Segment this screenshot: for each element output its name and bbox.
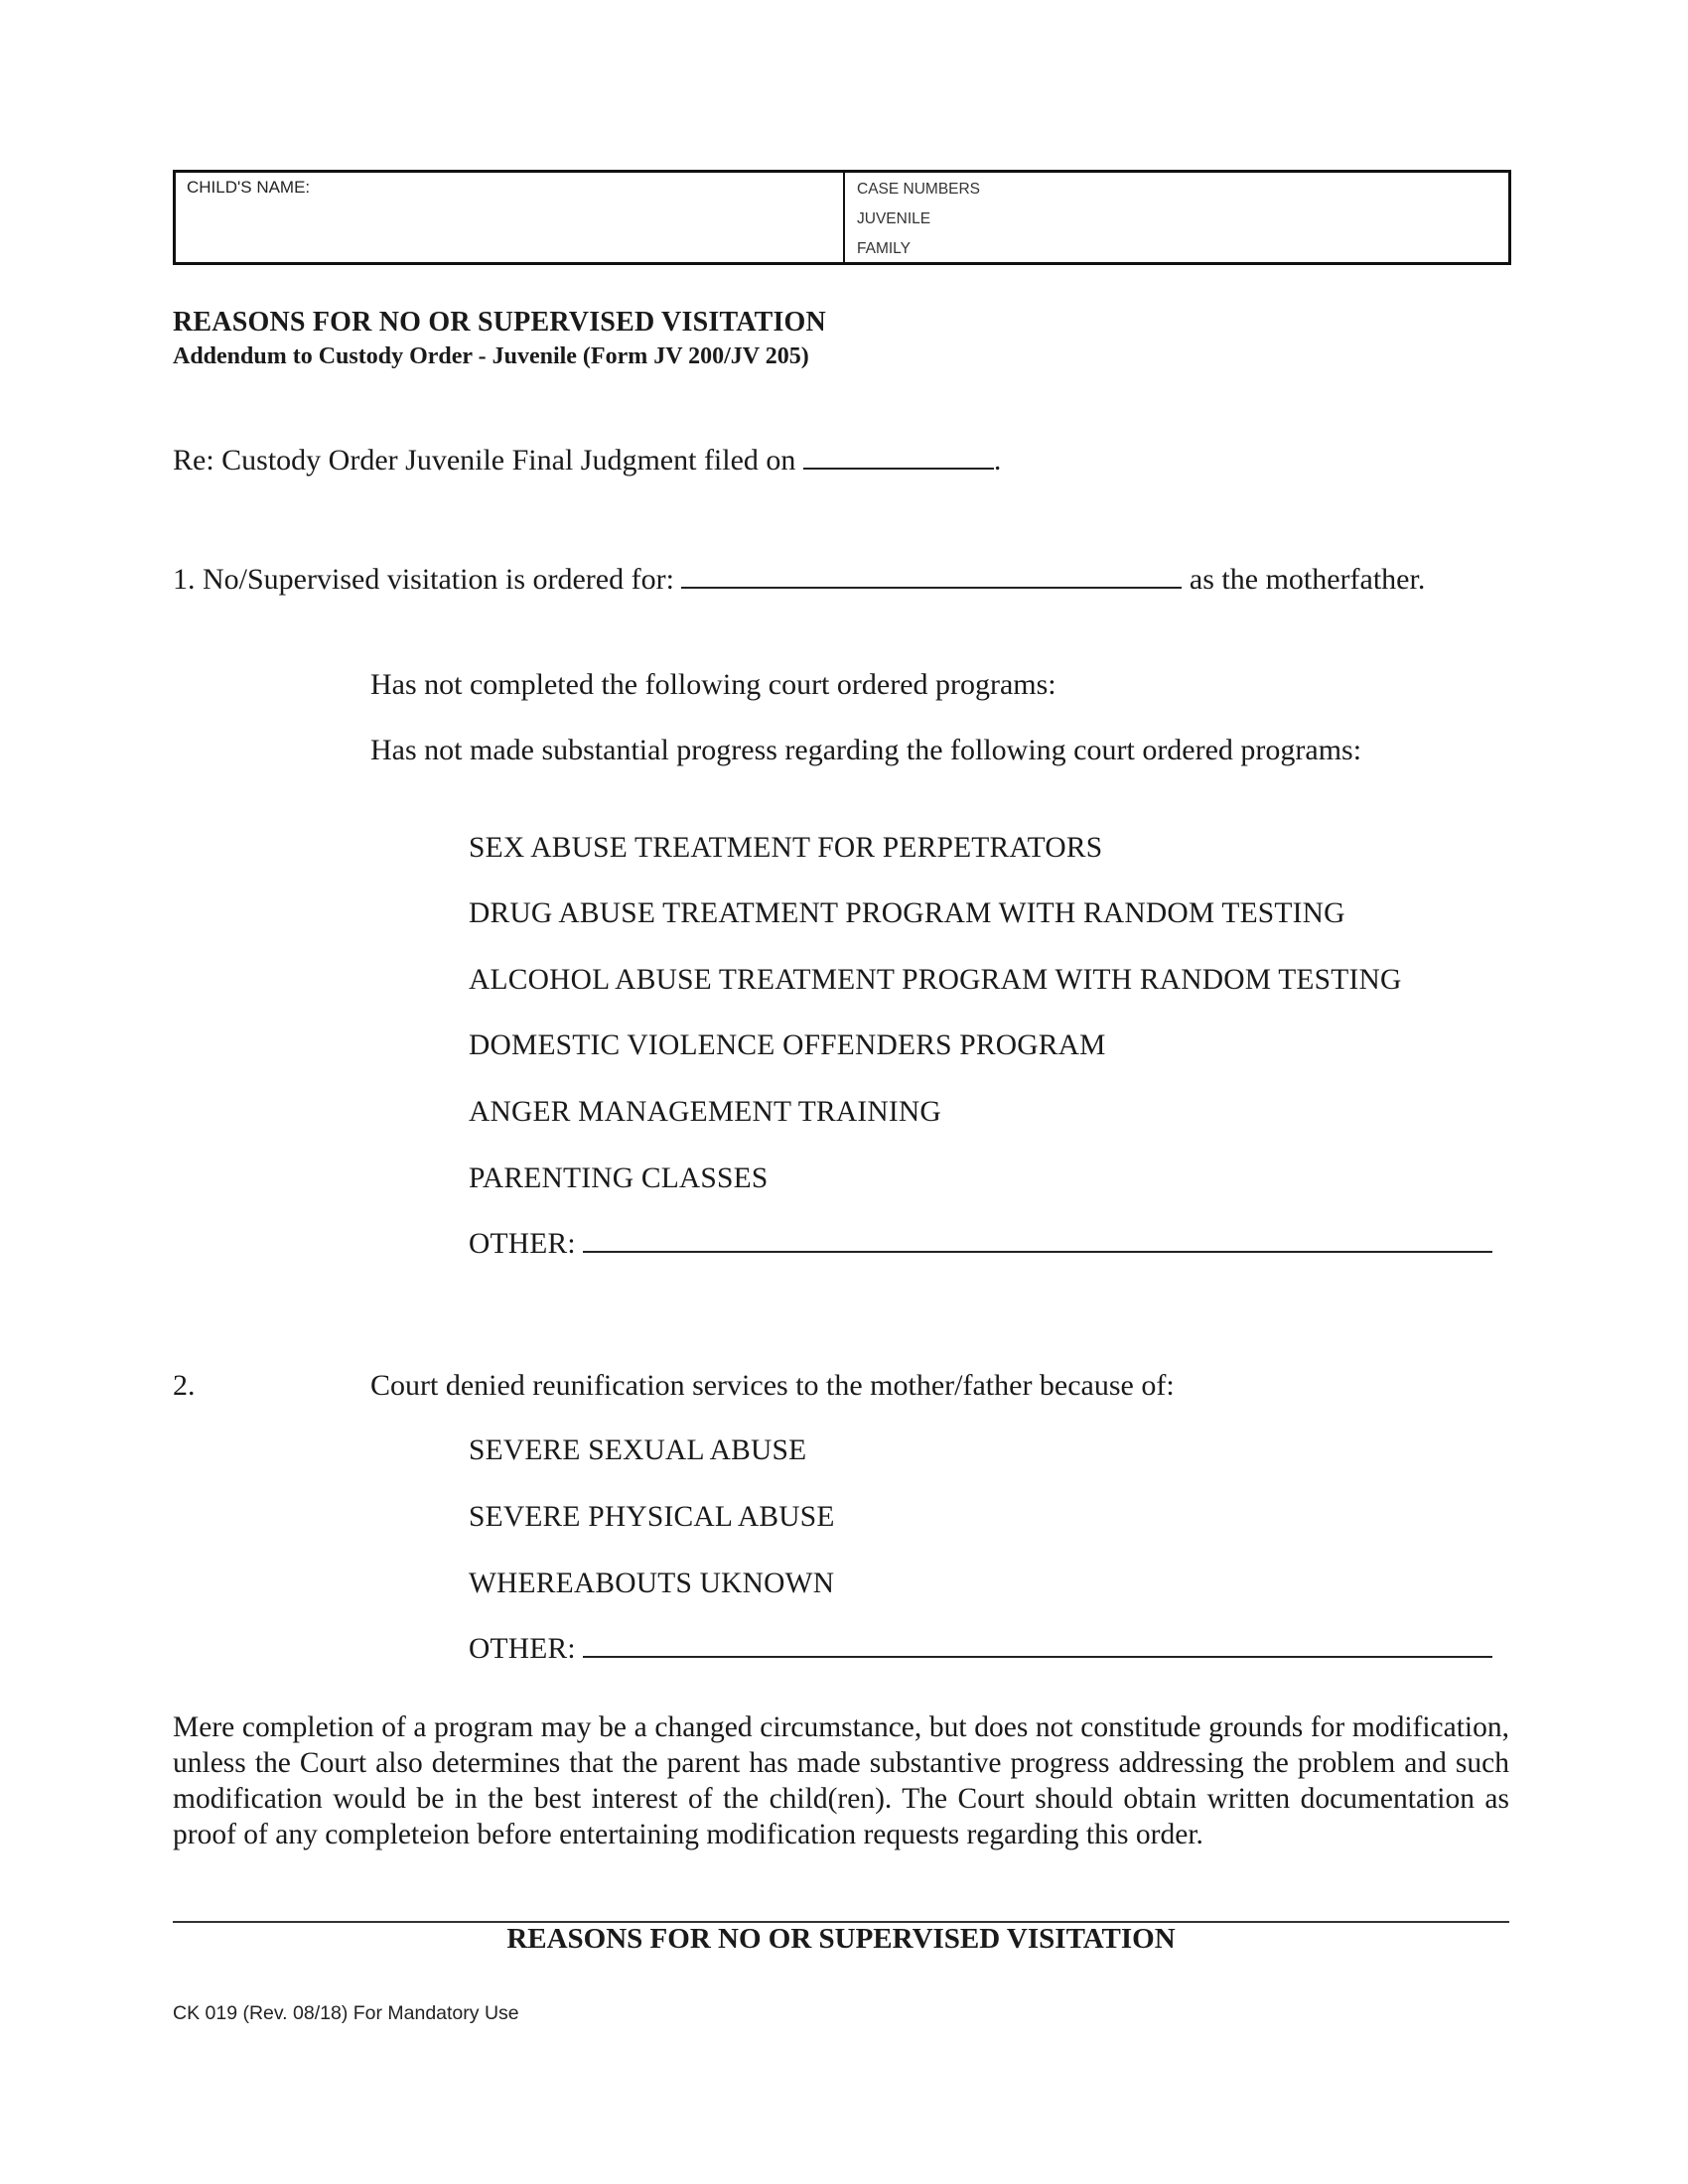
program-item: DOMESTIC VIOLENCE OFFENDERS PROGRAM [469,1029,1106,1061]
caption-divider [843,173,845,262]
re-line-text: Re: Custody Order Juvenile Final Judgment filed on [173,444,796,477]
program-other-label: OTHER: [469,1228,576,1260]
juvenile-case-label: JUVENILE [857,210,931,227]
section-1-text: 1. No/Supervised visitation is ordered for: [173,563,674,596]
section-1-line [173,563,1425,597]
caption-box [173,170,1511,265]
filed-date-blank[interactable] [803,467,994,470]
reason-item: SEVERE PHYSICAL ABUSE [469,1501,835,1533]
program-other-line [469,1228,1492,1261]
document-title: REASONS FOR NO OR SUPERVISED VISITATION [173,307,826,338]
footer-title: REASONS FOR NO OR SUPERVISED VISITATION [506,1923,1176,1955]
case-numbers-label: CASE NUMBERS [857,181,981,198]
program-item: SEX ABUSE TREATMENT FOR PERPETRATORS [469,832,1103,864]
reason-item: WHEREABOUTS UKNOWN [469,1568,835,1599]
program-item: DRUG ABUSE TREATMENT PROGRAM WITH RANDOM TESTING [469,897,1345,929]
document-subtitle: Addendum to Custody Order - Juvenile (Form JV 200/JV 205) [173,343,809,369]
program-item: PARENTING CLASSES [469,1162,769,1194]
modification-notice: Mere completion of a program may be a changed circumstance, but does not constitude grounds for modification, unless the Court also determines that the parent has made substantive progress addressing the problem and such modification would be in the best interest of the child(ren). The Court should obtain written documentation as proof of any completeion before entertaining modification requests regarding this order. [173,1711,1509,1850]
form-identifier: CK 019 (Rev. 08/18) For Mandatory Use [173,2002,519,2024]
reason-other-blank[interactable] [583,1655,1492,1658]
program-item: ALCOHOL ABUSE TREATMENT PROGRAM WITH RANDOM TESTING [469,964,1402,996]
program-item: ANGER MANAGEMENT TRAINING [469,1096,941,1128]
program-other-blank[interactable] [583,1250,1492,1253]
condition-not-completed: Has not completed the following court ordered programs: [370,668,1056,701]
childs-name-label: CHILD'S NAME: [187,178,311,197]
section-2-number: 2. [173,1369,196,1402]
visitation-party-blank[interactable] [681,586,1182,589]
section-2-text: Court denied reunification services to the mother/father because of: [370,1369,1175,1402]
re-line-period: . [993,444,1002,477]
re-line [173,444,1001,478]
reason-other-label: OTHER: [469,1633,576,1665]
condition-no-progress: Has not made substantial progress regarding the following court ordered programs: [370,734,1362,766]
reason-other-line [469,1633,1492,1666]
family-case-label: FAMILY [857,240,911,257]
reason-item: SEVERE SEXUAL ABUSE [469,1434,807,1466]
section-1-role: as the motherfather. [1189,563,1426,596]
